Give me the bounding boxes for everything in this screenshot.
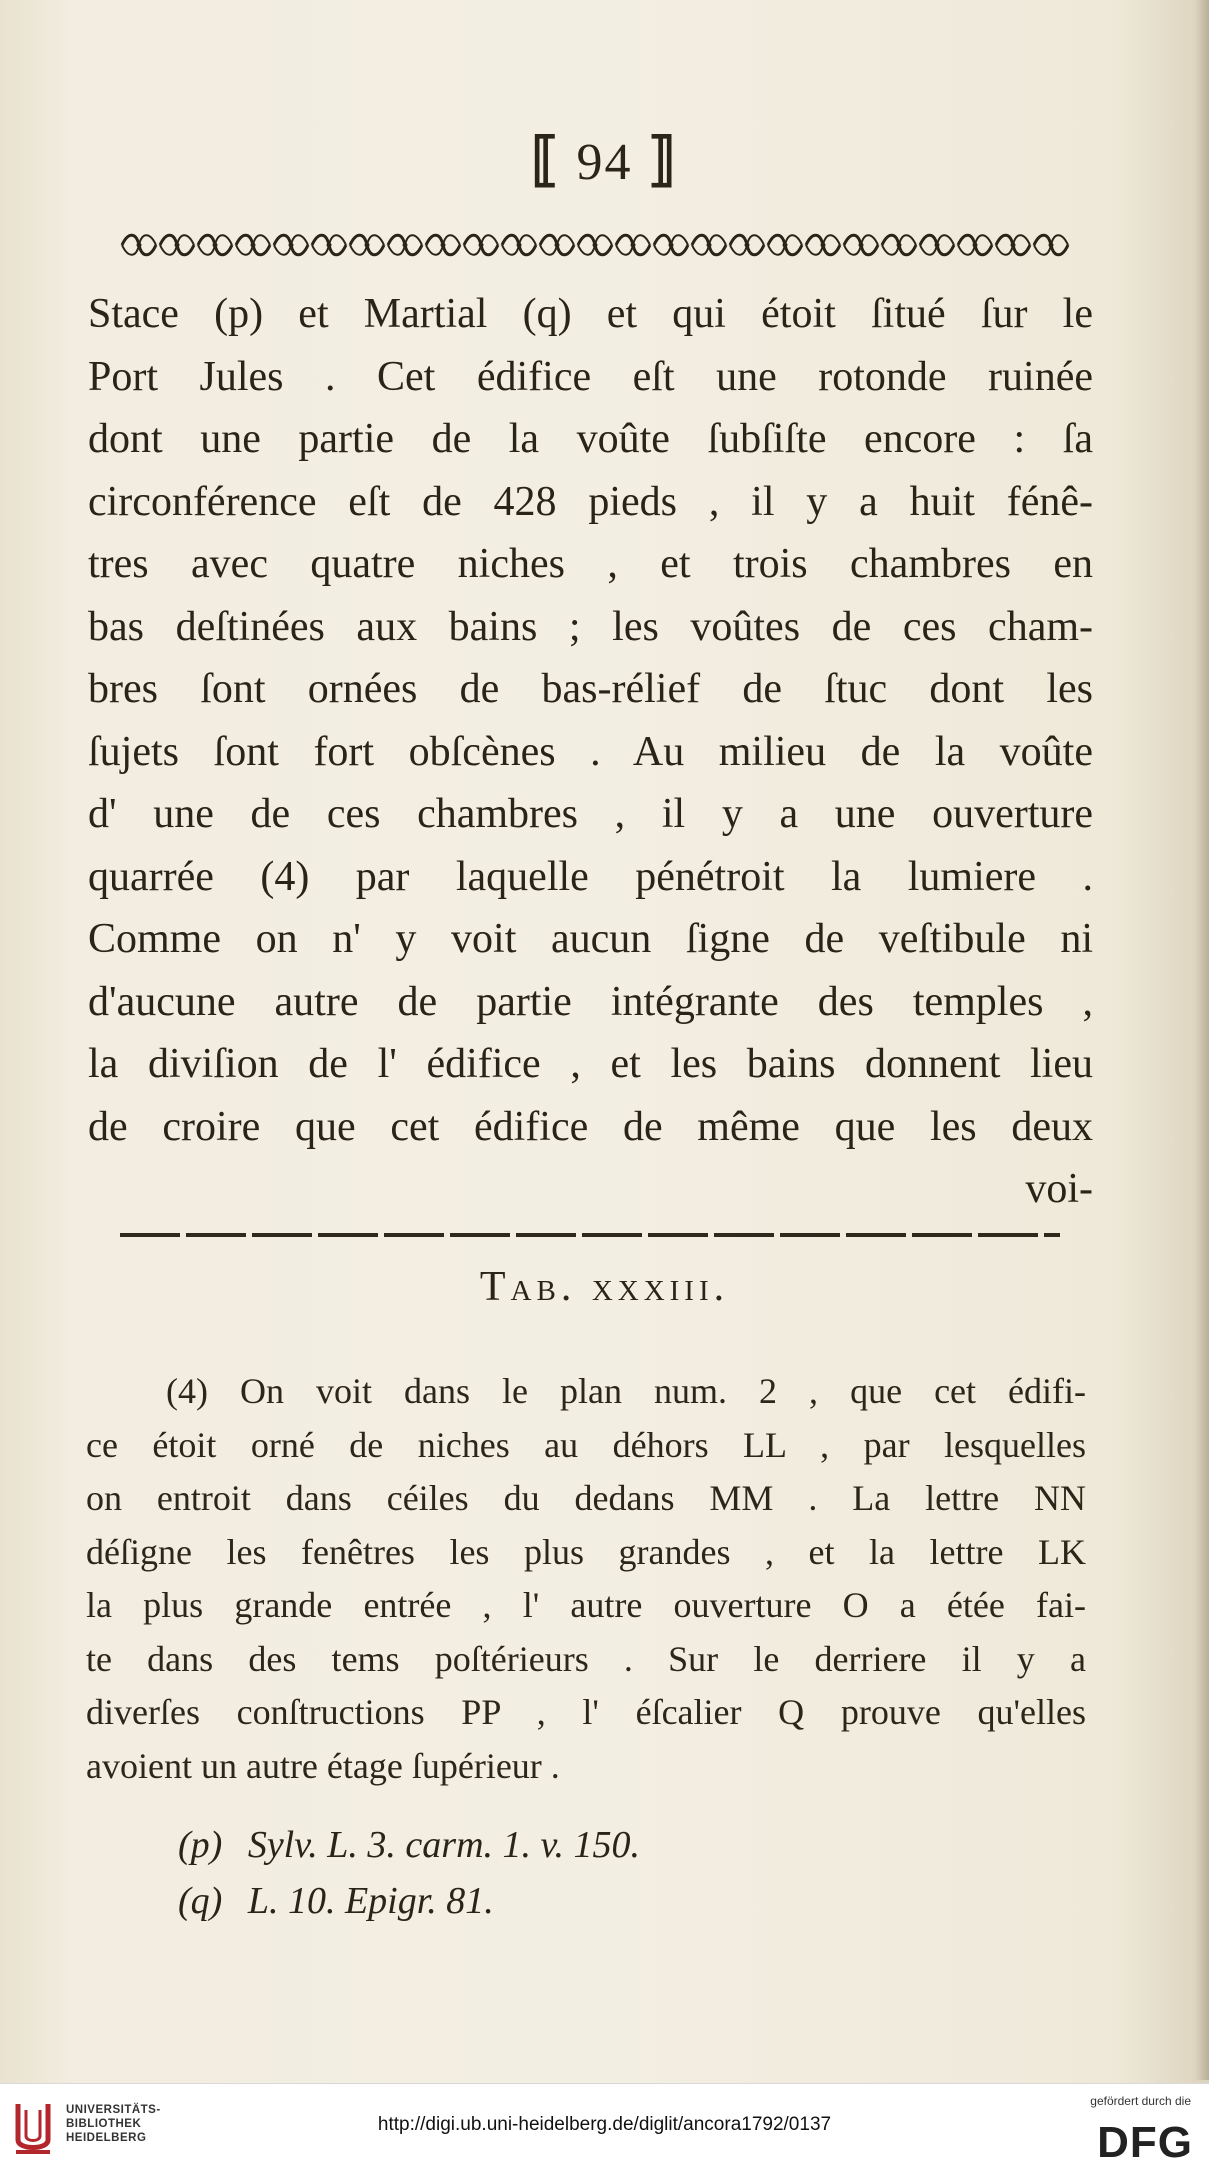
viewer-footer: [0, 2083, 1209, 2172]
reference-p: [178, 1817, 640, 1873]
footnote-block: [86, 1365, 1086, 1793]
permalink-url[interactable]: http://digi.ub.uni-heidelberg.de/diglit/ancora1792/0137: [377, 2114, 832, 2135]
footnote-line: on entroit dans céiles du dedans MM . La lettre NN: [86, 1478, 1086, 1518]
body-line: Comme on n' y voit aucun ſigne de veſtibule ni: [88, 916, 1093, 962]
body-line: dont une partie de la voûte ſubſiſte encore : ſa: [88, 416, 1093, 462]
references-block: [178, 1817, 640, 1929]
plate-title: Tab. xxxiii.: [479, 1264, 730, 1310]
funded-by-label: gefördert durch die: [1090, 2094, 1191, 2108]
catchword: voi-: [1025, 1166, 1093, 1212]
footnote-line: ce étoit orné de niches au déhors LL , par lesquelles: [86, 1424, 1086, 1465]
body-line: circonférence eſt de 428 pieds , il y a huit fénê-: [88, 478, 1093, 525]
footnote-line: diverſes conſtructions PP , l' éſcalier Q prouve qu'elles: [86, 1692, 1086, 1732]
footnote-line: te dans des tems poſtérieurs . Sur le derriere il y a: [86, 1638, 1086, 1679]
reference-label: (q): [178, 1880, 223, 1922]
library-name: UNIVERSITÄTS- BIBLIOTHEK HEIDELBERG: [66, 2104, 161, 2144]
footnote-line: avoient un autre étage ſupérieur .: [86, 1745, 560, 1786]
page-number: 94: [576, 134, 633, 191]
footnote-line: déſigne les fenêtres les plus grandes , et la lettre LK: [86, 1531, 1086, 1572]
body-line: quarrée (4) par laquelle pénétroit la lumiere .: [88, 853, 1093, 900]
footnote-line: (4) On voit dans le plan num. 2 , que cet édifi-: [166, 1371, 1086, 1411]
body-line: d' une de ces chambres , il y a une ouverture: [88, 791, 1093, 837]
reference-label: (p): [178, 1824, 223, 1866]
body-line: la diviſion de l' édifice , et les bains donnent lieu: [88, 1041, 1093, 1087]
body-line: bres ſont ornées de bas-rélief de ſtuc dont les: [88, 666, 1093, 712]
page-header: [0, 125, 1209, 193]
reference-q: [178, 1873, 640, 1929]
main-body-text: [88, 283, 1093, 1221]
decorative-border-ornament: [120, 228, 1070, 262]
footnote-line: la plus grande entrée , l' autre ouverture O a étée fai-: [86, 1585, 1086, 1625]
body-line: Port Jules . Cet édifice eſt une rotonde ruinée: [88, 353, 1093, 400]
body-line: Stace (p) et Martial (q) et qui étoit ſitué ſur le: [88, 291, 1093, 337]
page-edge-shadow: [1195, 0, 1209, 2080]
section-rule: [120, 1233, 1060, 1237]
dfg-logo[interactable]: DFG: [1097, 2118, 1193, 2167]
body-line: tres avec quatre niches , et trois chambres en: [88, 541, 1093, 587]
reference-text: L. 10. Epigr. 81.: [247, 1880, 494, 1922]
left-bracket-ornament: ⟦: [530, 127, 562, 192]
body-line: d'aucune autre de partie intégrante des temples ,: [88, 978, 1093, 1025]
body-line: de croire que cet édifice de même que les deux: [88, 1103, 1093, 1150]
body-line: ſujets ſont fort obſcènes . Au milieu de la voûte: [88, 728, 1093, 775]
reference-text: Sylv. L. 3. carm. 1. v. 150.: [247, 1824, 641, 1866]
body-line: bas deſtinées aux bains ; les voûtes de ces cham-: [88, 603, 1093, 650]
right-bracket-ornament: ⟧: [647, 127, 679, 192]
